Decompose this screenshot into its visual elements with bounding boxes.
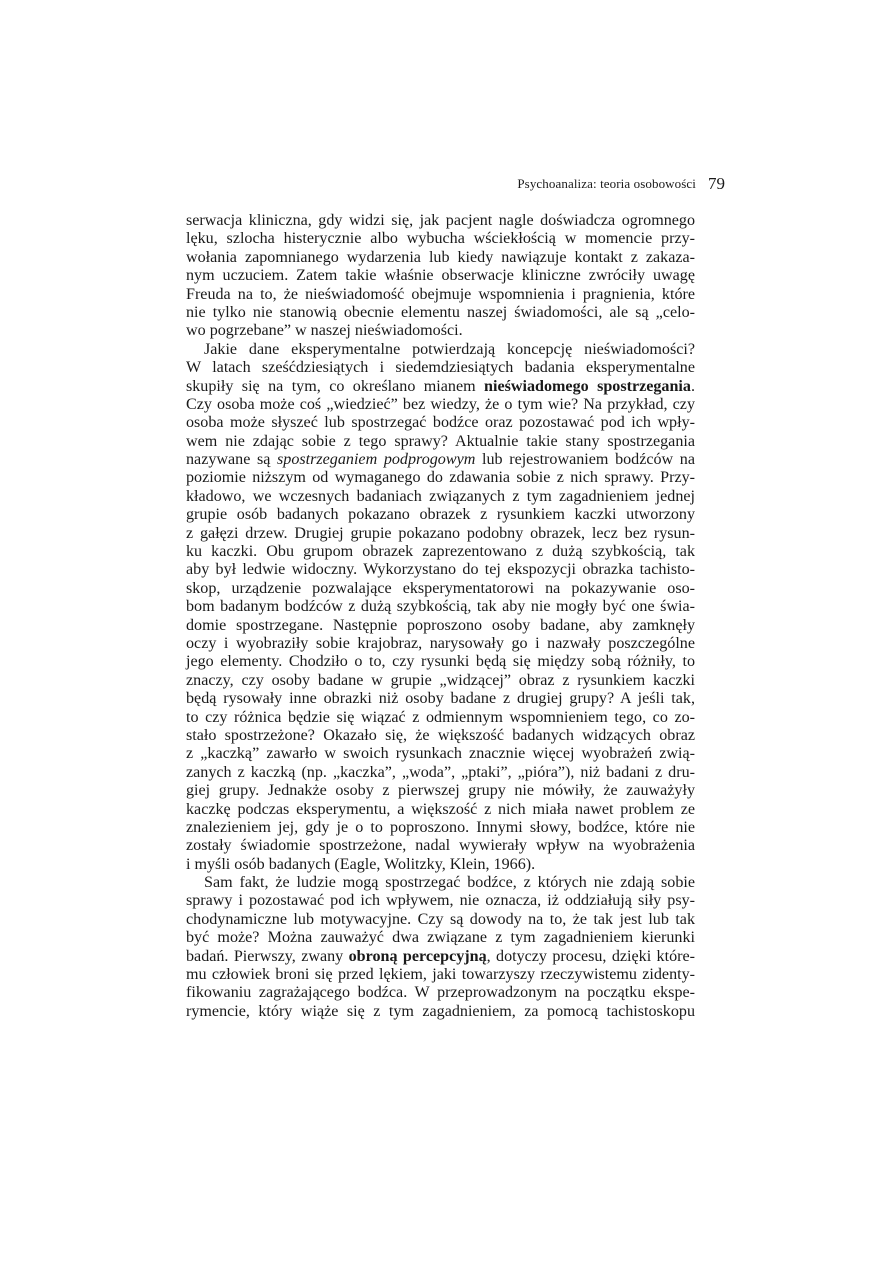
text-line: oczy i wyobraziły sobie krajobraz, narysowały go i nazwały poszczególne [186, 634, 695, 652]
text-line: stało spostrzeżone? Okazało się, że większość badanych widzących obraz [186, 726, 695, 744]
text-line: zostały świadomie spostrzeżone, nadal wywierały wpływ na wyobrażenia [186, 837, 695, 855]
text-line: ku kaczki. Obu grupom obrazek zaprezentowano z dużą szybkością, tak [186, 543, 695, 561]
text-line: będą rysowały inne obrazki niż osoby badane z drugiej grupy? A jeśli tak, [186, 690, 695, 708]
text-line [186, 378, 695, 396]
text-line: Jakie dane eksperymentalne potwierdzają koncepcję nieświadomości? [204, 340, 695, 358]
text-line: Freuda na to, że nieświadomość obejmuje wspomnienia i pragnienia, które [186, 285, 695, 303]
text-line: to czy różnica będzie się wiązać z odmiennym wspomnieniem tego, co zo- [186, 708, 695, 726]
text-line: i myśli osób badanych (Eagle, Wolitzky, Klein, 1966). [186, 855, 536, 873]
text-run: , dotyczy procesu, dzięki które- [486, 947, 695, 965]
text-line [186, 451, 695, 469]
text-line: Sam fakt, że ludzie mogą spostrzegać bodźce, z których nie zdają sobie [204, 874, 695, 892]
text-line: domie spostrzegane. Następnie poproszono osoby badane, aby zamknęły [186, 616, 695, 634]
bold-term: obroną percepcyjną [348, 947, 487, 965]
text-line: wem nie zdając sobie z tego sprawy? Aktualnie takie stany spostrzegania [186, 432, 695, 450]
text-line: kładowo, we wczesnych badaniach związanych z tym zagadnieniem jednej [186, 487, 695, 505]
text-line: bom badanym bodźców z dużą szybkością, tak aby nie mogły być one świa- [186, 598, 695, 616]
text-line: W latach sześćdziesiątych i siedemdziesiątych badania eksperymentalne [186, 359, 695, 377]
running-head: Psychoanaliza: teoria osobowości [517, 176, 696, 191]
text-line: wołania zapomnianego wydarzenia lub kiedy nawiązuje kontakt z zakaza- [186, 248, 695, 266]
text-line: grupie osób badanych pokazano obrazek z rysunkiem kaczki utworzony [186, 506, 695, 524]
text-line [186, 948, 695, 966]
text-run: skupiły się na tym, co określano mianem [186, 377, 485, 395]
text-line: nie tylko nie stanowią obecnie elementu naszej świadomości, ale są „celo- [186, 303, 695, 321]
text-run: . [690, 377, 695, 395]
text-line: fikowaniu zagrażającego bodźca. W przeprowadzonym na początku ekspe- [186, 984, 695, 1002]
body-text [186, 212, 695, 1021]
text-line: aby był ledwie widoczny. Wykorzystano do tej ekspozycji obrazka tachisto- [186, 561, 695, 579]
text-line: skop, urządzenie pozwalające eksperymentatorowi na pokazywanie oso- [186, 579, 695, 597]
text-line: znaczy, czy osoby badane w grupie „widzącej” obraz z rysunkiem kaczki [186, 671, 695, 689]
text-line: mu człowiek broni się przed lękiem, jaki towarzyszy rzeczywistemu zidenty- [186, 966, 695, 984]
text-line: chodynamiczne lub motywacyjne. Czy są dowody na to, że tak jest lub tak [186, 910, 695, 928]
text-line: znalezieniem jej, gdy je o to poproszono. Innymi słowy, bodźce, które nie [186, 818, 695, 836]
text-line: serwacja kliniczna, gdy widzi się, jak pacjent nagle doświadcza ogromnego [186, 212, 695, 229]
text-line: nym uczuciem. Zatem takie właśnie obserwacje kliniczne zwróciły uwagę [186, 267, 695, 285]
bold-term: nieświadomego spostrzegania [484, 377, 691, 395]
text-line: jego elementy. Chodziło o to, czy rysunki będą się między sobą różniły, to [186, 653, 695, 671]
text-run: badań. Pierwszy, zwany [186, 947, 349, 965]
text-line: zanych z kaczką (np. „kaczka”, „woda”, „ptaki”, „pióra”), niż badani z dru- [186, 763, 695, 781]
text-run: nazywane są [186, 451, 278, 469]
text-run: lub rejestrowaniem bodźców na [475, 451, 696, 469]
italic-term: spostrzeganiem podprogowym [277, 451, 476, 469]
text-line: poziomie niższym od wymaganego do zdawania sobie z nich sprawy. Przy- [186, 469, 695, 487]
text-line: Czy osoba może coś „wiedzieć” bez wiedzy, że o tym wie? Na przykład, czy [186, 395, 695, 413]
text-line: być może? Można zauważyć dwa związane z tym zagadnieniem kierunki [186, 929, 695, 947]
text-line: kaczkę podczas eksperymentu, a większość z nich miała nawet problem ze [186, 800, 695, 818]
text-line: z „kaczką” zawarło w swoich rysunkach znacznie więcej wyobrażeń zwią- [186, 745, 695, 763]
text-line: giej grupy. Jednakże osoby z pierwszej grupy nie mówiły, że zauważyły [186, 782, 695, 800]
text-line: rymencie, który wiąże się z tym zagadnieniem, za pomocą tachistoskopu [186, 1002, 695, 1020]
text-line: lęku, szlocha histerycznie albo wybucha wściekłością w momencie przy- [186, 230, 695, 248]
text-line: sprawy i pozostawać pod ich wpływem, nie oznacza, iż oddziałują siły psy- [186, 892, 695, 910]
text-line: wo pogrzebane” w naszej nieświadomości. [186, 322, 463, 340]
page-number: 79 [708, 174, 725, 193]
text-line: z gałęzi drzew. Drugiej grupie pokazano podobny obrazek, lecz bez rysun- [186, 524, 695, 542]
text-line: osoba może słyszeć lub spostrzegać bodźce oraz pozostawać pod ich wpły- [186, 414, 695, 432]
